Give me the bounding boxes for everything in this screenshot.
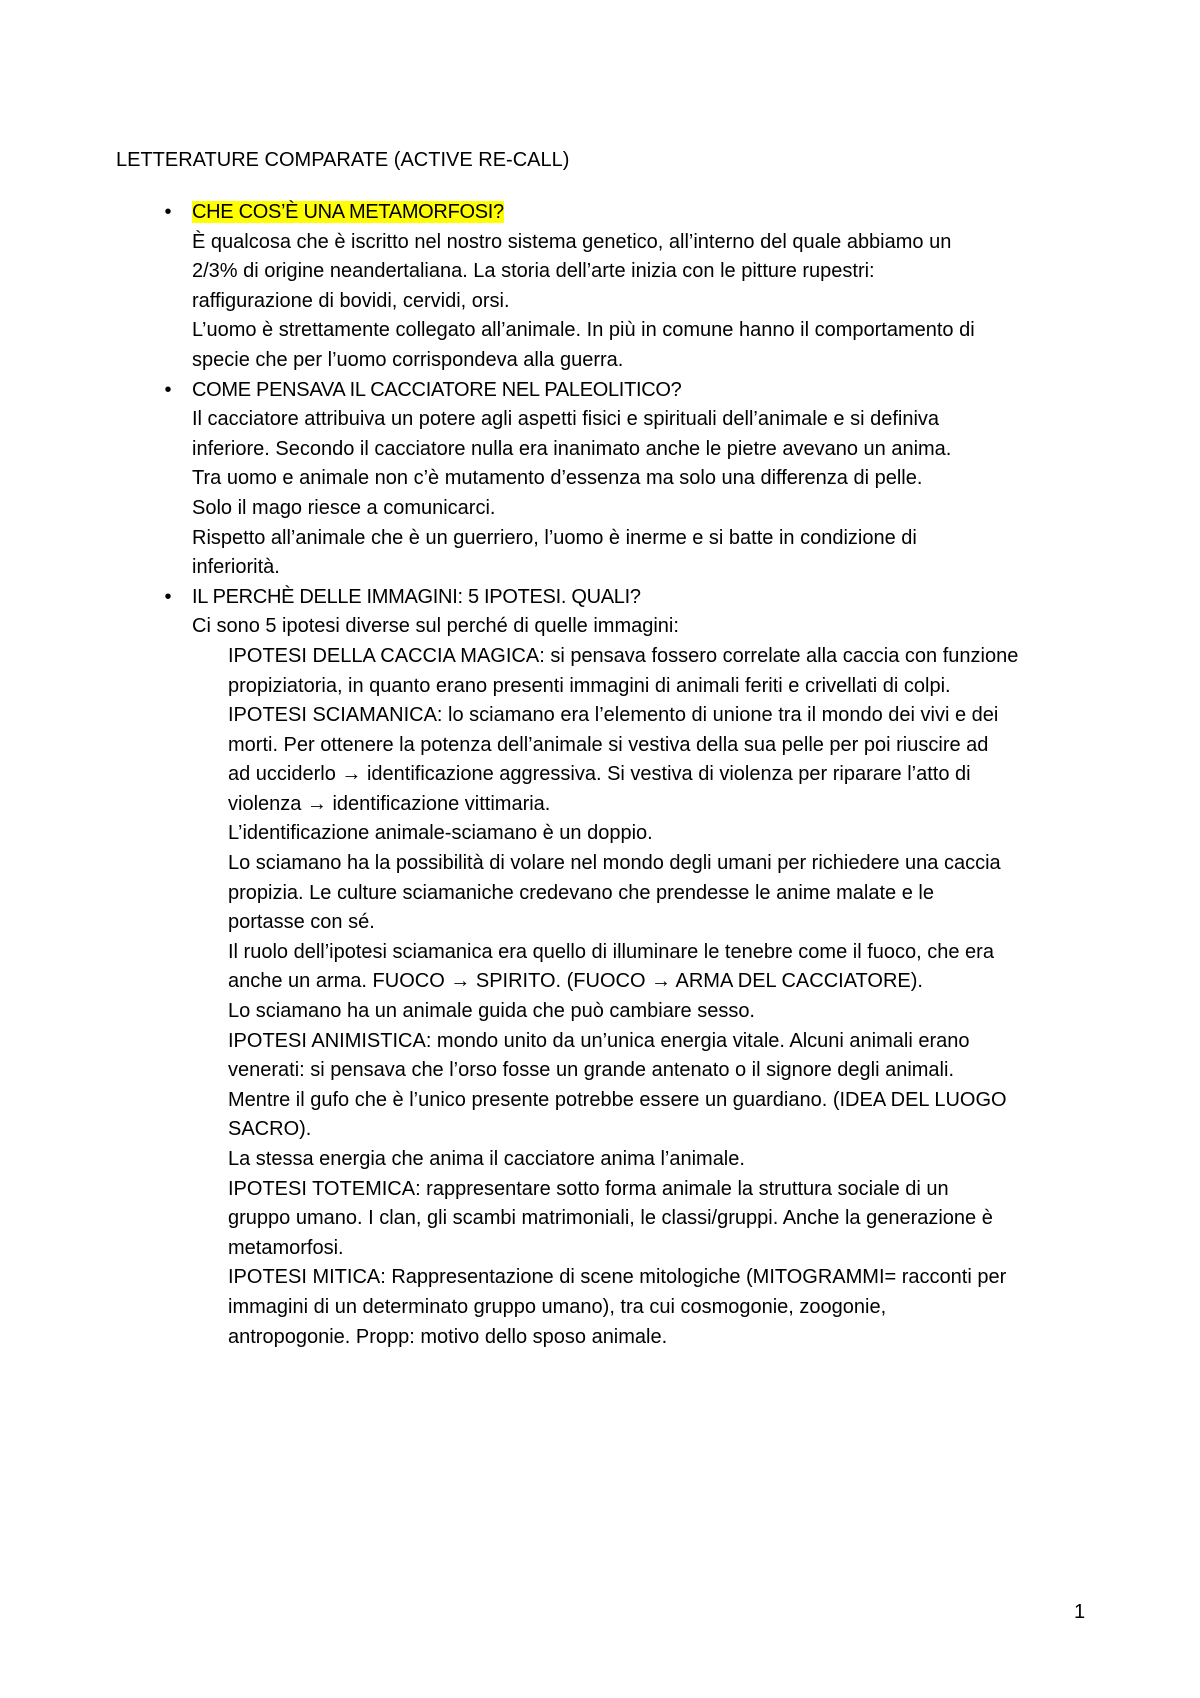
hypothesis-line: portasse con sé. [228,911,375,934]
hypothesis-line: Lo sciamano ha la possibilità di volare nel mondo degli umani per richiedere una caccia [228,852,1001,875]
question-section [116,376,1116,583]
answer-line: Solo il mago riesce a comunicarci. [192,496,496,519]
question-section [116,583,1116,1352]
hypothesis-line: propiziatoria, in quanto erano presenti immagini di animali feriti e crivellati di colpi. [228,674,951,697]
hypothesis-line: IPOTESI TOTEMICA: rappresentare sotto forma animale la struttura sociale di un [228,1177,949,1200]
answer-line: Rispetto all’animale che è un guerriero, l’uomo è inerme e si batte in condizione di [192,526,917,549]
hypothesis-line: violenza → identificazione vittimaria. [228,792,551,815]
answer-line: inferiorità. [192,556,280,579]
answer-line: specie che per l’uomo corrispondeva alla guerra. [192,348,624,371]
hypothesis-line: immagini di un determinato gruppo umano), tra cui cosmogonie, zoogonie, [228,1295,887,1318]
hypotheses-list [192,642,1116,1352]
answer-line: 2/3% di origine neandertaliana. La storia dell’arte inizia con le pitture rupestri: [192,260,875,283]
bullet-icon: • [164,585,172,608]
hypothesis-line: propizia. Le culture sciamaniche credevano che prendesse le anime malate e le [228,881,934,904]
document-body [116,198,1116,1352]
answer-line: L’uomo è strettamente collegato all’animale. In più in comune hanno il comportamento di [192,319,975,342]
hypothesis-line: IPOTESI SCIAMANICA: lo sciamano era l’elemento di unione tra il mondo dei vivi e dei [228,704,999,727]
hypothesis-line: antropogonie. Propp: motivo dello sposo animale. [228,1325,668,1348]
hypothesis-line: anche un arma. FUOCO → SPIRITO. (FUOCO → ARMA DEL CACCIATORE). [228,970,923,993]
question-section [116,198,1116,376]
hypothesis-line: L’identificazione animale-sciamano è un doppio. [228,822,653,845]
hypothesis-line: gruppo umano. I clan, gli scambi matrimoniali, le classi/gruppi. Anche la generazione è [228,1207,993,1230]
answer-line: Ci sono 5 ipotesi diverse sul perché di quelle immagini: [192,615,679,638]
answer-line: inferiore. Secondo il cacciatore nulla era inanimato anche le pietre avevano un anima. [192,437,952,460]
hypothesis-line: morti. Per ottenere la potenza dell’animale si vestiva della sua pelle per poi riuscire ad [228,733,989,756]
bullet-icon: • [164,201,172,223]
document-title: LETTERATURE COMPARATE (ACTIVE RE-CALL) [116,149,570,171]
question-text: COME PENSAVA IL CACCIATORE NEL PALEOLITICO? [192,378,682,401]
answer-line: raffigurazione di bovidi, cervidi, orsi. [192,289,510,312]
hypothesis-line: ad ucciderlo → identificazione aggressiva. Si vestiva di violenza per riparare l’atto di [228,763,971,786]
hypothesis-line: IPOTESI MITICA: Rappresentazione di scene mitologiche (MITOGRAMMI= racconti per [228,1266,1007,1289]
hypothesis-line: IPOTESI ANIMISTICA: mondo unito da un’unica energia vitale. Alcuni animali erano [228,1029,970,1052]
hypothesis-line: Il ruolo dell’ipotesi sciamanica era quello di illuminare le tenebre come il fuoco, che era [228,940,994,963]
answer-line: Tra uomo e animale non c’è mutamento d’essenza ma solo una differenza di pelle. [192,467,923,490]
question-text: IL PERCHÈ DELLE IMMAGINI: 5 IPOTESI. QUALI? [192,585,641,608]
hypothesis-line: La stessa energia che anima il cacciatore anima l’animale. [228,1148,745,1170]
answer-line: Il cacciatore attribuiva un potere agli aspetti fisici e spirituali dell’animale e si definiva [192,408,940,431]
question-heading [192,198,1116,228]
question-heading [192,583,1116,613]
hypothesis-line: metamorfosi. [228,1236,344,1259]
question-heading [192,376,1116,406]
hypothesis-line: SACRO). [228,1118,312,1141]
hypothesis-line: IPOTESI DELLA CACCIA MAGICA: si pensava fossero correlate alla caccia con funzione [228,644,1019,667]
answer-line: È qualcosa che è iscritto nel nostro sistema genetico, all’interno del quale abbiamo un [192,230,952,253]
page-number: 1 [1074,1601,1086,1623]
hypothesis-line: Lo sciamano ha un animale guida che può cambiare sesso. [228,1000,755,1023]
highlighted-question: CHE COS’È UNA METAMORFOSI? [192,201,504,223]
hypothesis-line: venerati: si pensava che l’orso fosse un grande antenato o il signore degli animali. [228,1059,954,1082]
hypothesis-line: Mentre il gufo che è l’unico presente potrebbe essere un guardiano. (IDEA DEL LUOGO [228,1088,1007,1111]
bullet-icon: • [164,378,172,401]
